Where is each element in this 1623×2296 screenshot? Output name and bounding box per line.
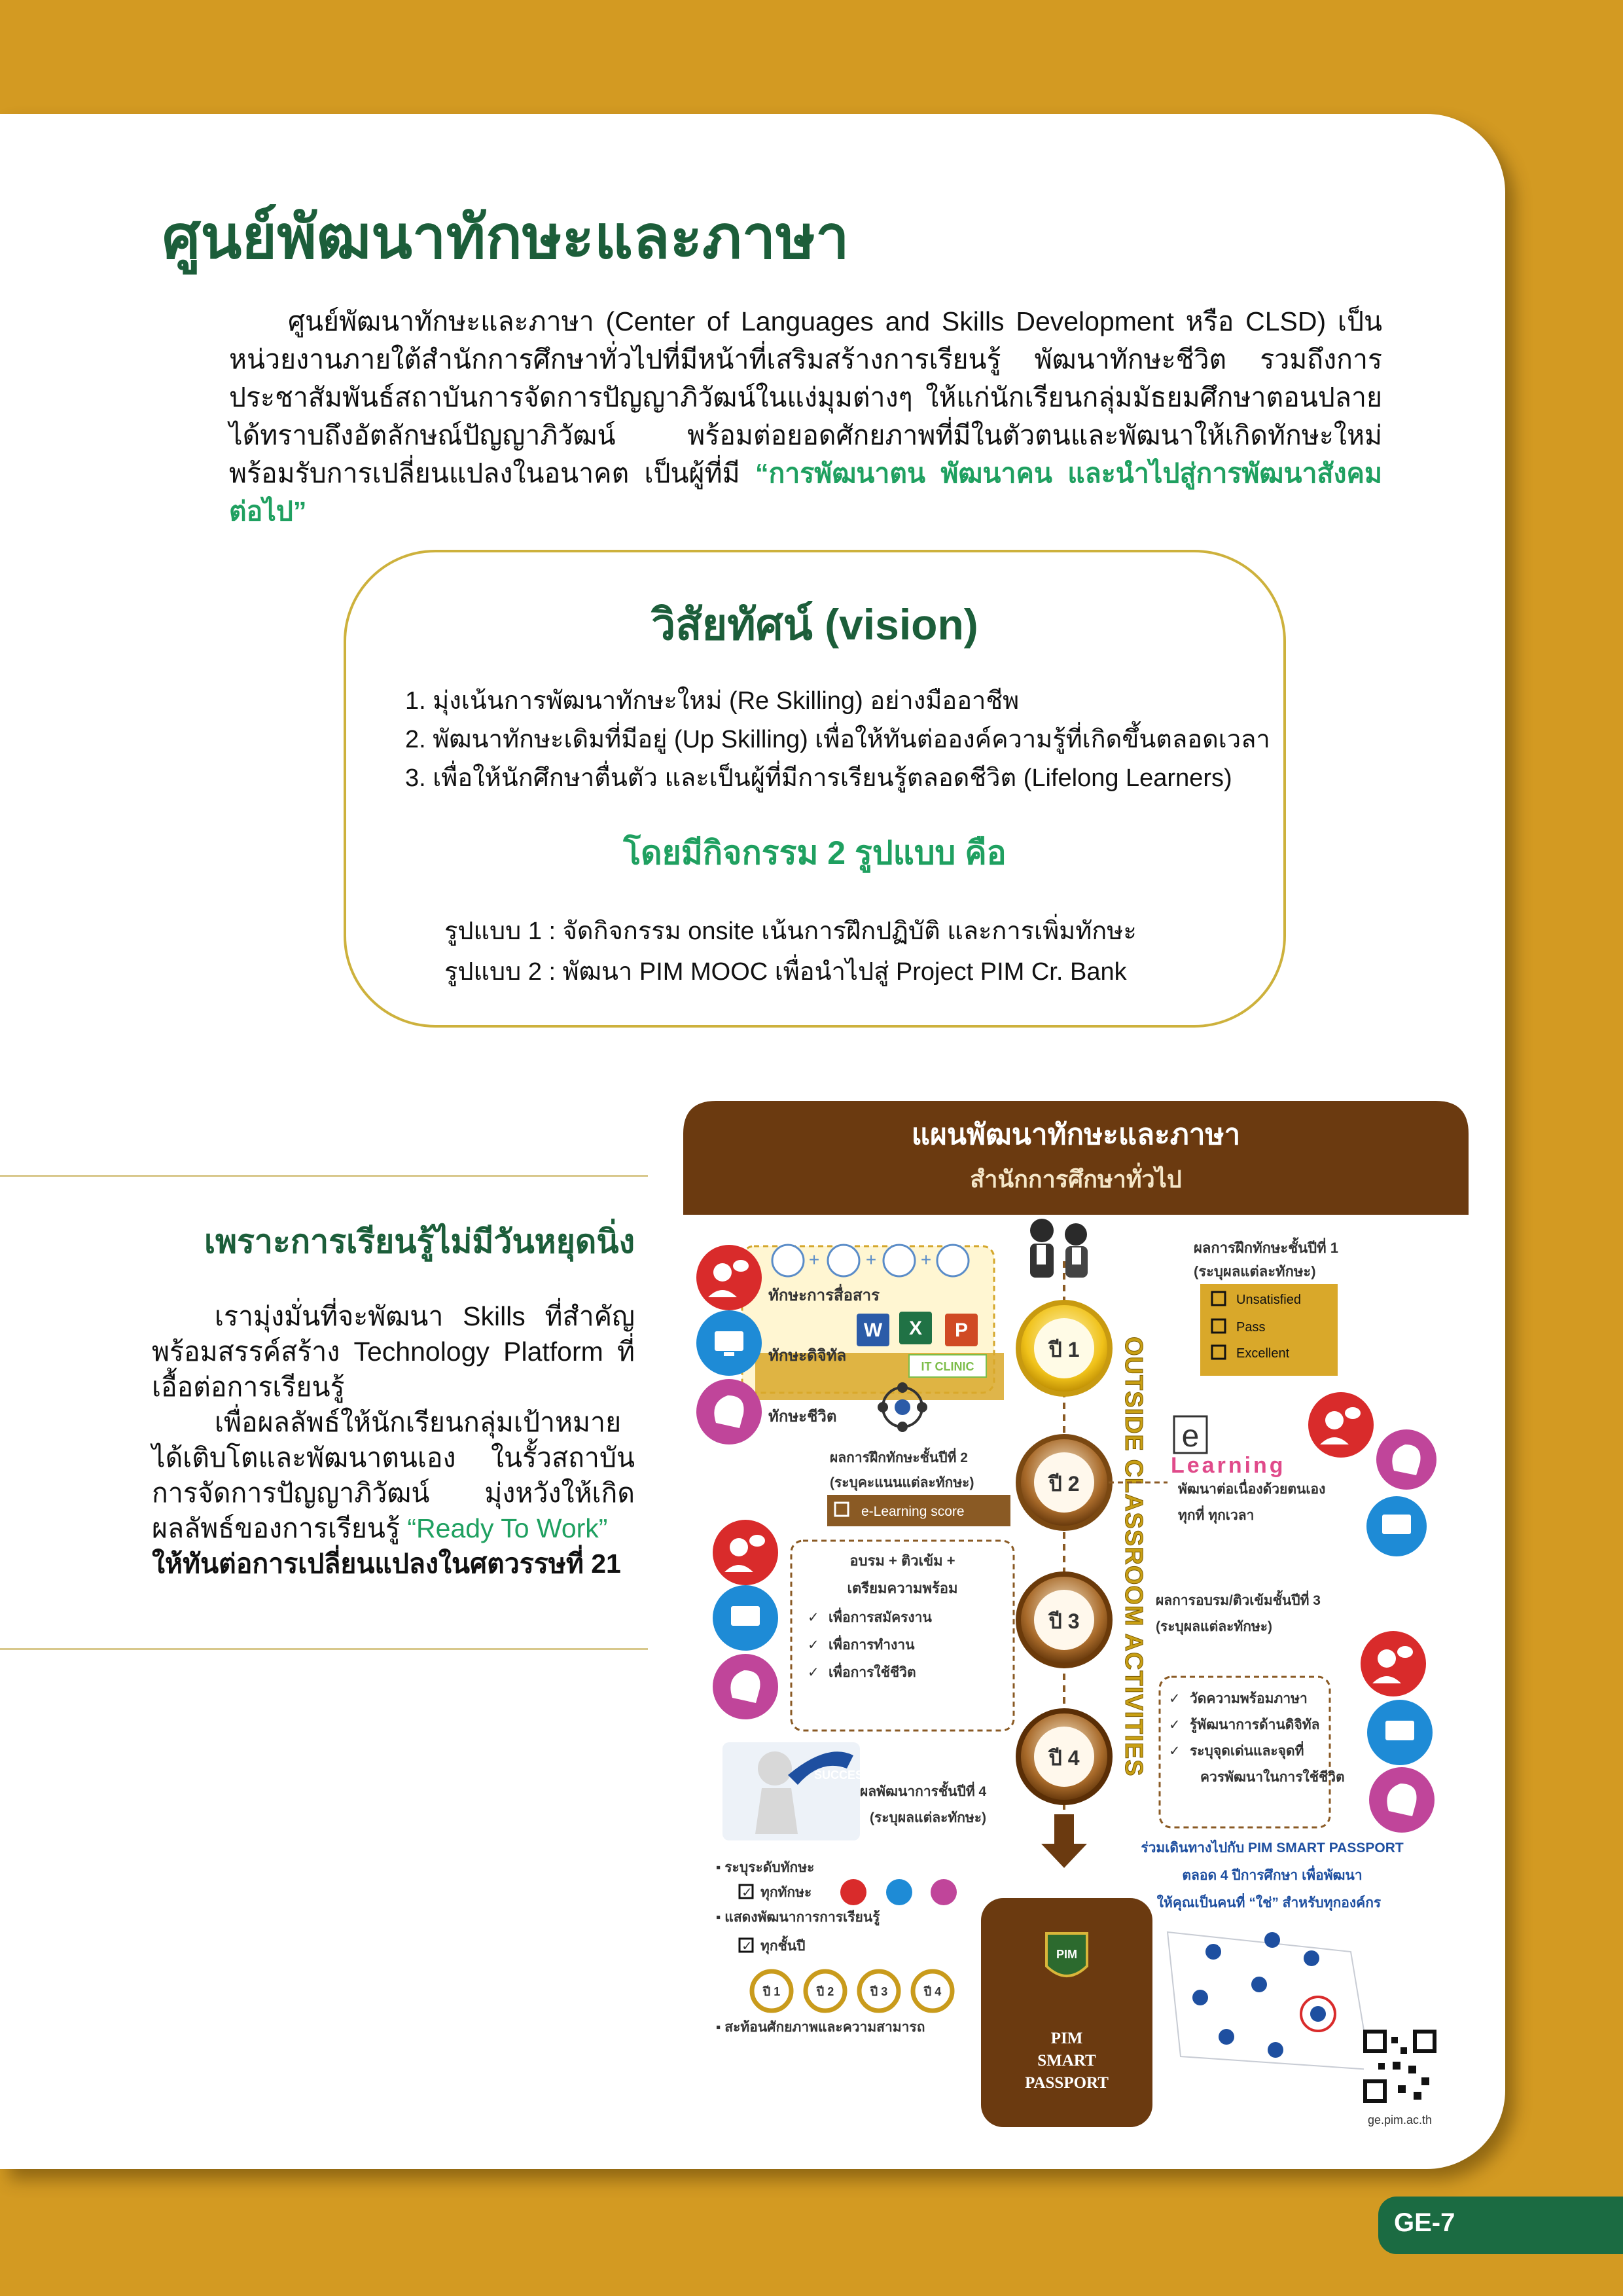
mini-year-rings [752,1971,952,2011]
bottom-item-sub: ทุกชั้นปี [760,1939,806,1954]
computer-icon [1366,1496,1427,1556]
passport-line: PIM [1050,2030,1083,2047]
skill-digital: ทักษะดิจิทัล [768,1347,847,1365]
year-ring-2 [1018,1437,1110,1528]
office-icons [857,1312,978,1346]
brain-icon [1369,1767,1435,1833]
vision-item: 2. พัฒนาทักษะเดิมที่มีอยู่ (Up Skilling) เพื่อให้ทันต่อองค์ความรู้ที่เกิดขึ้นตลอดเวลา [405,726,1270,753]
svg-text:P: P [954,1319,969,1341]
passport-info-2: ตลอด 4 ปีการศึกษา เพื่อพัฒนา [1182,1868,1363,1883]
person-icon [1361,1631,1426,1696]
brain-icon [696,1379,762,1444]
year-ring-3 [1018,1574,1110,1666]
y4-title: ผลพัฒนาการชั้นปีที่ 4 [860,1784,987,1799]
elearning-score: e-Learning score [861,1504,965,1519]
vision-item: 1. มุ่งเน้นการพัฒนาทักษะใหม่ (Re Skilling) อย่างมืออาชีพ [405,687,1020,715]
side-body [152,1299,635,1581]
website-url: ge.pim.ac.th [1367,2113,1433,2126]
y1-title: ผลการฝึกทักษะชั้นปีที่ 1 [1194,1240,1338,1256]
svg-text:✓: ✓ [741,1886,753,1900]
option-label: Pass [1236,1320,1266,1335]
person-icon [696,1245,762,1310]
prep-item: เพื่อการทำงาน [829,1638,915,1653]
success-figure-icon [722,1742,871,1840]
skill-communication: ทักษะการสื่อสาร [768,1287,880,1304]
bottom-item: ▪ ระบุระดับทักษะ [716,1860,815,1875]
svg-text:✓: ✓ [808,1610,819,1625]
elearning-line1: พัฒนาต่อเนื่องด้วยตนเอง [1178,1482,1326,1497]
bottom-item-sub: ทุกทักษะ [760,1885,812,1900]
intro-text: ศูนย์พัฒนาทักษะและภาษา (Center of Languages and Skills Development หรือ CLSD) เป็นหน่วยงานภายใต้สำนักการศึกษาทั่วไปที่มีหน้าที่เสริมสร้างการเรียนรู้ พัฒนาทักษะชีวิต รวมถึงการประชาสัมพันธ์สถาบันการจัดการปัญญาภิวัฒน์ในแง่มุมต่างๆ ให้แก่นักเรียนกลุ่มมัธยมศึกษาตอนปลายได้ทราบถึงอัตลักษณ์ปัญญาภิวัฒน์ พร้อมต่อยอดศักยภาพที่มีในตัวตนและพัฒนาให้เกิดทักษะใหม่พร้อมรับการเปลี่ยนแปลงในอนาคต เป็นผู้ที่มี [229,306,1382,488]
check-item: รู้พัฒนาการด้านดิจิทัล [1190,1717,1320,1732]
brain-icon [713,1654,778,1719]
page-title: ศูนย์พัฒนาทักษะและภาษา [162,204,849,271]
elearning-line2: ทุกที่ ทุกเวลา [1178,1508,1255,1523]
side-paragraph-bold: ให้ทันต่อการเปลี่ยนแปลงในศตวรรษที่ 21 [152,1549,621,1579]
svg-text:ปี 4: ปี 4 [923,1985,942,1998]
people-network-icon [1168,1932,1370,2070]
arrow-down-icon [1041,1814,1087,1868]
computer-icon [1367,1700,1433,1765]
svg-text:+: + [865,1249,877,1270]
activity-subtitle: โดยมีกิจกรรม 2 รูปแบบ คือ [623,834,1007,871]
mini-skill-icons [840,1879,957,1905]
computer-icon [713,1585,778,1651]
passport-info-3: ให้คุณเป็นคนที่ “ใช่” สำหรับทุกองค์กร [1156,1895,1382,1910]
activity-form: รูปแบบ 1 : จัดกิจกรรม onsite เน้นการฝึกปฏิบัติ และการเพิ่มทักษะ [444,918,1137,945]
prep-item: เพื่อการสมัครงาน [829,1610,932,1625]
side-heading: เพราะการเรียนรู้ไม่มีวันหยุดนิ่ง [204,1223,635,1260]
elearning-logo [1171,1416,1286,1478]
y3-title: ผลการอบรม/ติวเข้มชั้นปีที่ 3 [1156,1593,1321,1608]
bottom-item: ▪ สะท้อนศักยภาพและความสามารถ [716,2020,925,2035]
pim-logo: PIM [1056,1948,1078,1961]
svg-text:+: + [808,1249,820,1270]
year-ring-1 [1018,1302,1110,1394]
activity-form: รูปแบบ 2 : พัฒนา PIM MOOC เพื่อนำไปสู่ Project PIM Cr. Bank [444,958,1127,986]
passport-line: SMART [1037,2052,1096,2070]
qr-code-icon [1364,2030,1436,2102]
skills-development-infographic [683,1101,1469,2135]
outside-classroom-text: OUTSIDE CLASSROOM ACTIVITIES [1120,1336,1147,1777]
check-item: ระบุจุดเด่นและจุดที่ [1190,1744,1304,1759]
ready-to-work: “Ready To Work” [407,1513,608,1543]
svg-text:✓: ✓ [808,1665,819,1680]
y2-title: ผลการฝึกทักษะชั้นปีที่ 2 [830,1450,968,1465]
svg-text:Learning: Learning [1171,1453,1286,1478]
intro-highlight: “การพัฒนาตน พัฒนาคน และนำไปสู่การพัฒนาสังคมต่อไป” [229,458,1382,526]
y4-checklist [1169,1691,1345,1785]
year-ring-4 [1018,1711,1110,1803]
svg-text:+: + [920,1249,932,1270]
side-paragraph-text: เพื่อผลลัพธ์ให้นักเรียนกลุ่มเป้าหมายได้เติบโตและพัฒนาตนเอง ในรั้วสถาบันการจัดการปัญญาภิวัฒน์ มุ่งหวังให้เกิดผลลัพธ์ของการเรียนรู้ [152,1407,635,1543]
y3-prep-line1: อบรม + ติวเข้ม + [849,1552,955,1569]
y3-prep-line2: เตรียมความพร้อม [847,1580,958,1596]
svg-text:✓: ✓ [1169,1691,1181,1706]
divider-line [0,1648,648,1650]
divider-line [0,1175,648,1177]
y3-subtitle: (ระบุผลแต่ละทักษะ) [1156,1619,1273,1634]
graduates-icon [1030,1219,1088,1278]
passport-info-1: ร่วมเดินทางไปกับ PIM SMART PASSPORT [1141,1840,1404,1856]
success-label: SUCCESS [814,1768,872,1782]
passport-line: PASSPORT [1025,2074,1109,2092]
option-label: Unsatisfied [1236,1293,1301,1307]
vision-title: วิสัยทัศน์ (vision) [651,600,978,649]
smart-passport-book [981,1898,1152,2127]
svg-text:✓: ✓ [808,1638,819,1653]
y3-prep-list [808,1607,932,1680]
y1-subtitle: (ระบุผลแต่ละทักษะ) [1194,1263,1316,1280]
year-label: ปี 1 [1048,1338,1080,1361]
check-item: ควรพัฒนาในการใช้ชีวิต [1200,1770,1345,1785]
svg-text:✓: ✓ [741,1939,753,1954]
y4-subtitle: (ระบุผลแต่ละทักษะ) [870,1810,987,1825]
svg-text:e: e [1181,1419,1200,1454]
svg-text:✓: ✓ [1169,1717,1181,1732]
vision-box [344,550,1286,1028]
vision-list [405,682,1270,798]
person-icon [713,1520,778,1585]
y2-subtitle: (ระบุคะแนนแต่ละทักษะ) [830,1475,974,1490]
svg-text:W: W [863,1319,883,1341]
svg-text:ปี 2: ปี 2 [816,1985,834,1998]
brain-icon [1376,1429,1436,1490]
vision-item: 3. เพื่อให้นักศึกษาตื่นตัว และเป็นผู้ที่มีการเรียนรู้ตลอดชีวิต (Lifelong Learners) [405,764,1232,792]
side-paragraph-2 [152,1405,635,1581]
prep-item: เพื่อการใช้ชีวิต [829,1665,916,1680]
page-number-tab [1378,2197,1623,2254]
computer-icon [696,1310,762,1376]
activity-forms [444,911,1137,992]
svg-text:X: X [908,1318,923,1339]
check-item: วัดความพร้อมภาษา [1190,1691,1308,1706]
bottom-item: ▪ แสดงพัฒนาการการเรียนรู้ [716,1910,880,1925]
svg-text:✓: ✓ [1169,1744,1181,1759]
it-clinic-logo: IT CLINIC [921,1360,974,1373]
svg-text:ปี 3: ปี 3 [870,1985,888,1998]
skill-life: ทักษะชีวิต [768,1408,837,1426]
side-paragraph: เรามุ่งมั่นที่จะพัฒนา Skills ที่สำคัญพร้อมสรรค์สร้าง Technology Platform ที่เอื้อต่อการเรียนรู้ [152,1301,635,1402]
person-icon [1308,1392,1374,1458]
infographic-subtitle: สำนักการศึกษาทั่วไป [970,1166,1182,1193]
option-label: Excellent [1236,1346,1290,1361]
svg-text:ปี 1: ปี 1 [762,1985,781,1998]
page-number: GE-7 [1394,2208,1455,2237]
intro-paragraph [229,302,1382,530]
year-label: ปี 4 [1048,1746,1080,1770]
infographic-title: แผนพัฒนาทักษะและภาษา [911,1119,1241,1151]
year-label: ปี 2 [1048,1472,1080,1496]
year-label: ปี 3 [1048,1609,1080,1633]
